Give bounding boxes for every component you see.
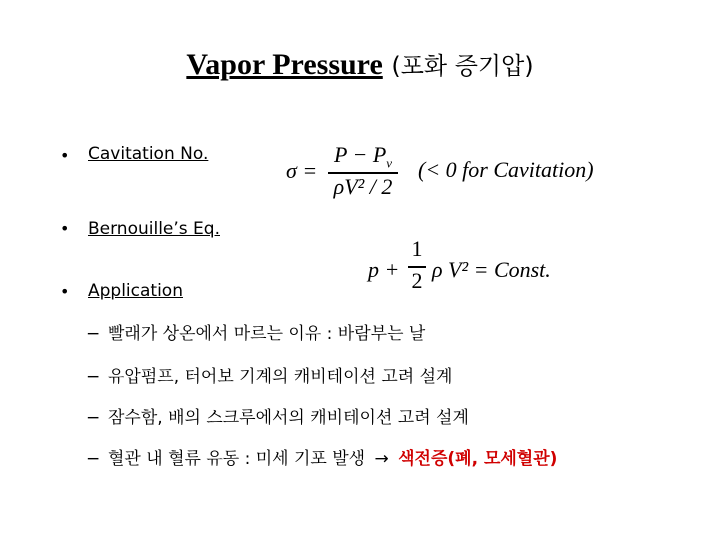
embolism-highlight: 색전증(폐, 모세혈관) — [398, 449, 558, 469]
bullet-icon: • — [60, 146, 70, 165]
slide-title — [0, 46, 720, 82]
bernoulli-prefix: p + — [368, 257, 400, 282]
bullet-label-application: Application — [88, 281, 183, 301]
bernoulli-frac-num: 1 — [411, 236, 423, 261]
title-korean: (포화 증기압) — [391, 52, 534, 80]
bullet-icon: • — [60, 282, 70, 301]
bullet-label-bernoulli: Bernouille’s Eq. — [88, 219, 220, 239]
formula-numerator: $P - P_v$ — [333, 142, 393, 171]
bullet-icon: • — [60, 219, 70, 238]
bernoulli-suffix: ρ V² = Const. — [432, 257, 551, 282]
cavitation-condition: (< 0 for Cavitation) — [418, 157, 594, 182]
sigma-lhs: σ = — [286, 158, 318, 183]
arrow-right-icon: → — [374, 449, 389, 469]
application-item: − 빨래가 상온에서 마르는 이유 : 바람부는 날 — [86, 324, 426, 344]
bullet-label-cavitation: Cavitation No. — [88, 144, 209, 164]
formula-denominator: ρV² / 2 — [333, 174, 393, 199]
title-english: Vapor Pressure — [186, 48, 383, 81]
bernoulli-frac-den: 2 — [411, 268, 423, 293]
application-item: − 잠수함, 배의 스크루에서의 캐비테이션 고려 설계 — [86, 408, 469, 428]
application-item: − 유압펌프, 터어보 기계의 캐비테이션 고려 설계 — [86, 367, 453, 387]
application-item: − 혈관 내 혈류 유동 : 미세 기포 발생 → 색전증(폐, 모세혈관) — [86, 449, 558, 469]
